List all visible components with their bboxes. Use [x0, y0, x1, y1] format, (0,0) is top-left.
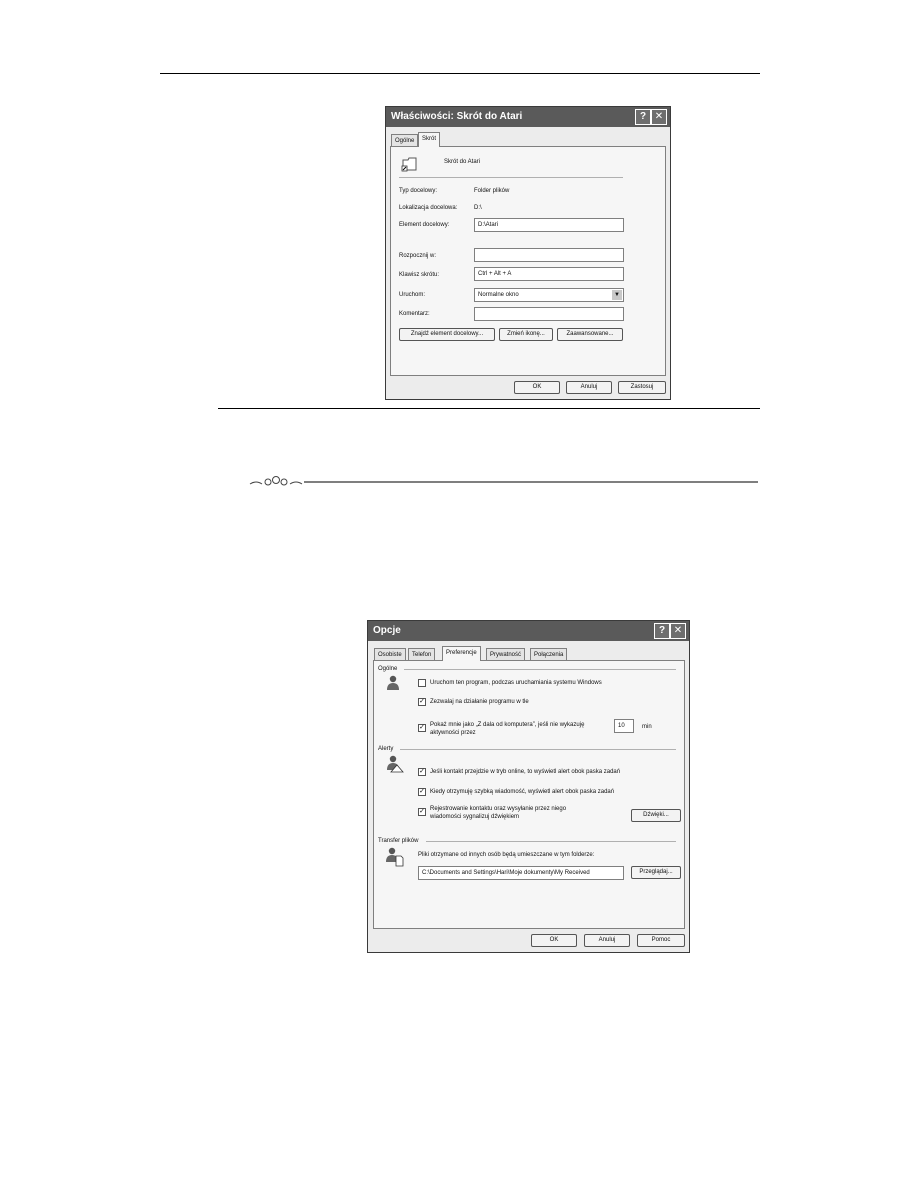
tab-label: Skrót [422, 136, 437, 142]
target-location-label: Lokalizacja docelowa: [399, 205, 458, 211]
message-alert-checkbox[interactable]: ✓ [419, 788, 425, 795]
ok-button[interactable]: OK [514, 381, 560, 394]
contact-online-alert-label: Jeśli kontakt przejdzie w tryb online, to wyświetl alert obok paska zadań [430, 769, 621, 775]
options-dialog [367, 620, 690, 953]
show-away-checkbox[interactable]: ✓ [419, 724, 425, 731]
dialog1-titlebar [386, 107, 670, 127]
close-icon: ✕ [654, 111, 664, 122]
sound-alert-label-line1: Rejestrowanie kontaktu oraz wysyłanie przez niego [430, 806, 567, 812]
middle-rule [218, 408, 760, 409]
dialog1-tab-panel [390, 146, 666, 376]
target-type-value: Folder plików [474, 188, 510, 194]
cancel-button[interactable]: Anuluj [584, 934, 630, 947]
run-on-startup-checkbox[interactable] [418, 679, 426, 687]
shortcut-name: Skrót do Atari [444, 159, 481, 165]
close-button[interactable] [651, 109, 667, 125]
allow-background-label: Zezwalaj na działanie programu w tle [430, 699, 529, 705]
tab-label: Prywatność [490, 652, 522, 658]
comment-label: Komentarz: [399, 311, 430, 317]
show-away-label-line2: aktywności przez [430, 730, 476, 736]
cancel-button[interactable]: Anuluj [566, 381, 612, 394]
advanced-button[interactable]: Zaawansowane... [557, 328, 623, 341]
group-file-transfer-label: Transfer plików [378, 838, 419, 844]
top-rule [160, 73, 760, 74]
target-type-label: Typ docelowy: [399, 188, 438, 194]
sounds-button[interactable]: Dźwięki... [631, 809, 681, 822]
group-general-label: Ogólne [378, 666, 398, 672]
target-label: Element docelowy: [399, 222, 450, 228]
show-away-label-line1: Pokaż mnie jako „Z dala od komputera”, jeśli nie wykazuję [430, 722, 585, 728]
received-files-path-input[interactable]: C:\Documents and Settings\Hari\Moje dokumenty\My Received [418, 866, 624, 880]
tab-shortcut[interactable] [418, 132, 440, 147]
sound-alert-checkbox[interactable]: ✓ [419, 808, 425, 815]
hotkey-input[interactable]: Ctrl + Alt + A [474, 267, 624, 281]
user-icon [386, 675, 400, 691]
dialog2-title: Opcje [373, 625, 401, 636]
minutes-unit-label: min [642, 724, 652, 730]
tab-label: Telefon [412, 652, 432, 658]
start-in-label: Rozpocznij w: [399, 253, 437, 259]
apply-button[interactable]: Zastosuj [618, 381, 666, 394]
shortcut-folder-icon [401, 155, 419, 173]
change-icon-button[interactable]: Zmień ikonę... [499, 328, 553, 341]
dialog2-tab-panel [373, 660, 685, 929]
separator [399, 177, 623, 178]
dialog2-titlebar [368, 621, 689, 641]
group-general-rule [404, 669, 676, 670]
comment-input[interactable] [474, 307, 624, 321]
run-select[interactable] [474, 288, 624, 302]
run-on-startup-label: Uruchom ten program, podczas uruchamiania systemu Windows [430, 680, 602, 686]
run-label: Uruchom: [399, 292, 426, 298]
tab-label: Połączenia [534, 652, 564, 658]
group-alerts-rule [400, 749, 676, 750]
message-alert-label: Kiedy otrzymuję szybką wiadomość, wyświetl alert obok paska zadań [430, 789, 615, 795]
away-minutes-input[interactable]: 10 [614, 719, 634, 733]
help-text-button[interactable]: Pomoc [637, 934, 685, 947]
start-in-input[interactable] [474, 248, 624, 262]
sound-alert-label-line2: wiadomości sygnalizuj dźwiękiem [430, 814, 520, 820]
allow-background-checkbox[interactable]: ✓ [419, 698, 425, 705]
shortcut-properties-dialog [385, 106, 671, 400]
find-target-button[interactable]: Znajdź element docelowy... [399, 328, 495, 341]
help-button[interactable]: ? [635, 109, 651, 125]
contact-online-alert-checkbox[interactable]: ✓ [419, 768, 425, 775]
user-alert-icon [386, 755, 404, 773]
tab-preferences[interactable] [442, 646, 481, 661]
tab-label: Osobiste [378, 652, 402, 658]
help-button[interactable]: ? [654, 623, 670, 639]
close-button[interactable] [670, 623, 686, 639]
group-alerts-label: Alerty [378, 746, 394, 752]
chevron-down-icon[interactable]: ▼ [612, 290, 622, 300]
target-input[interactable]: D:\Atari [474, 218, 624, 232]
group-file-transfer-rule [426, 841, 676, 842]
ok-button[interactable]: OK [531, 934, 577, 947]
tab-label: Preferencje [446, 650, 477, 656]
ornament-icon [248, 474, 758, 488]
dialog1-title: Właściwości: Skrót do Atari [391, 111, 523, 122]
received-files-label: Pliki otrzymane od innych osób będą umieszczane w tym folderze: [418, 852, 595, 858]
user-file-icon [386, 847, 404, 867]
ornament-divider [248, 474, 758, 488]
run-select-value: Normalne okno [478, 292, 519, 298]
target-location-value: D:\ [474, 205, 482, 211]
close-icon: ✕ [673, 625, 683, 636]
browse-button[interactable]: Przeglądaj... [631, 866, 681, 879]
tab-label: Ogólne [395, 138, 415, 144]
hotkey-label: Klawisz skrótu: [399, 272, 440, 278]
